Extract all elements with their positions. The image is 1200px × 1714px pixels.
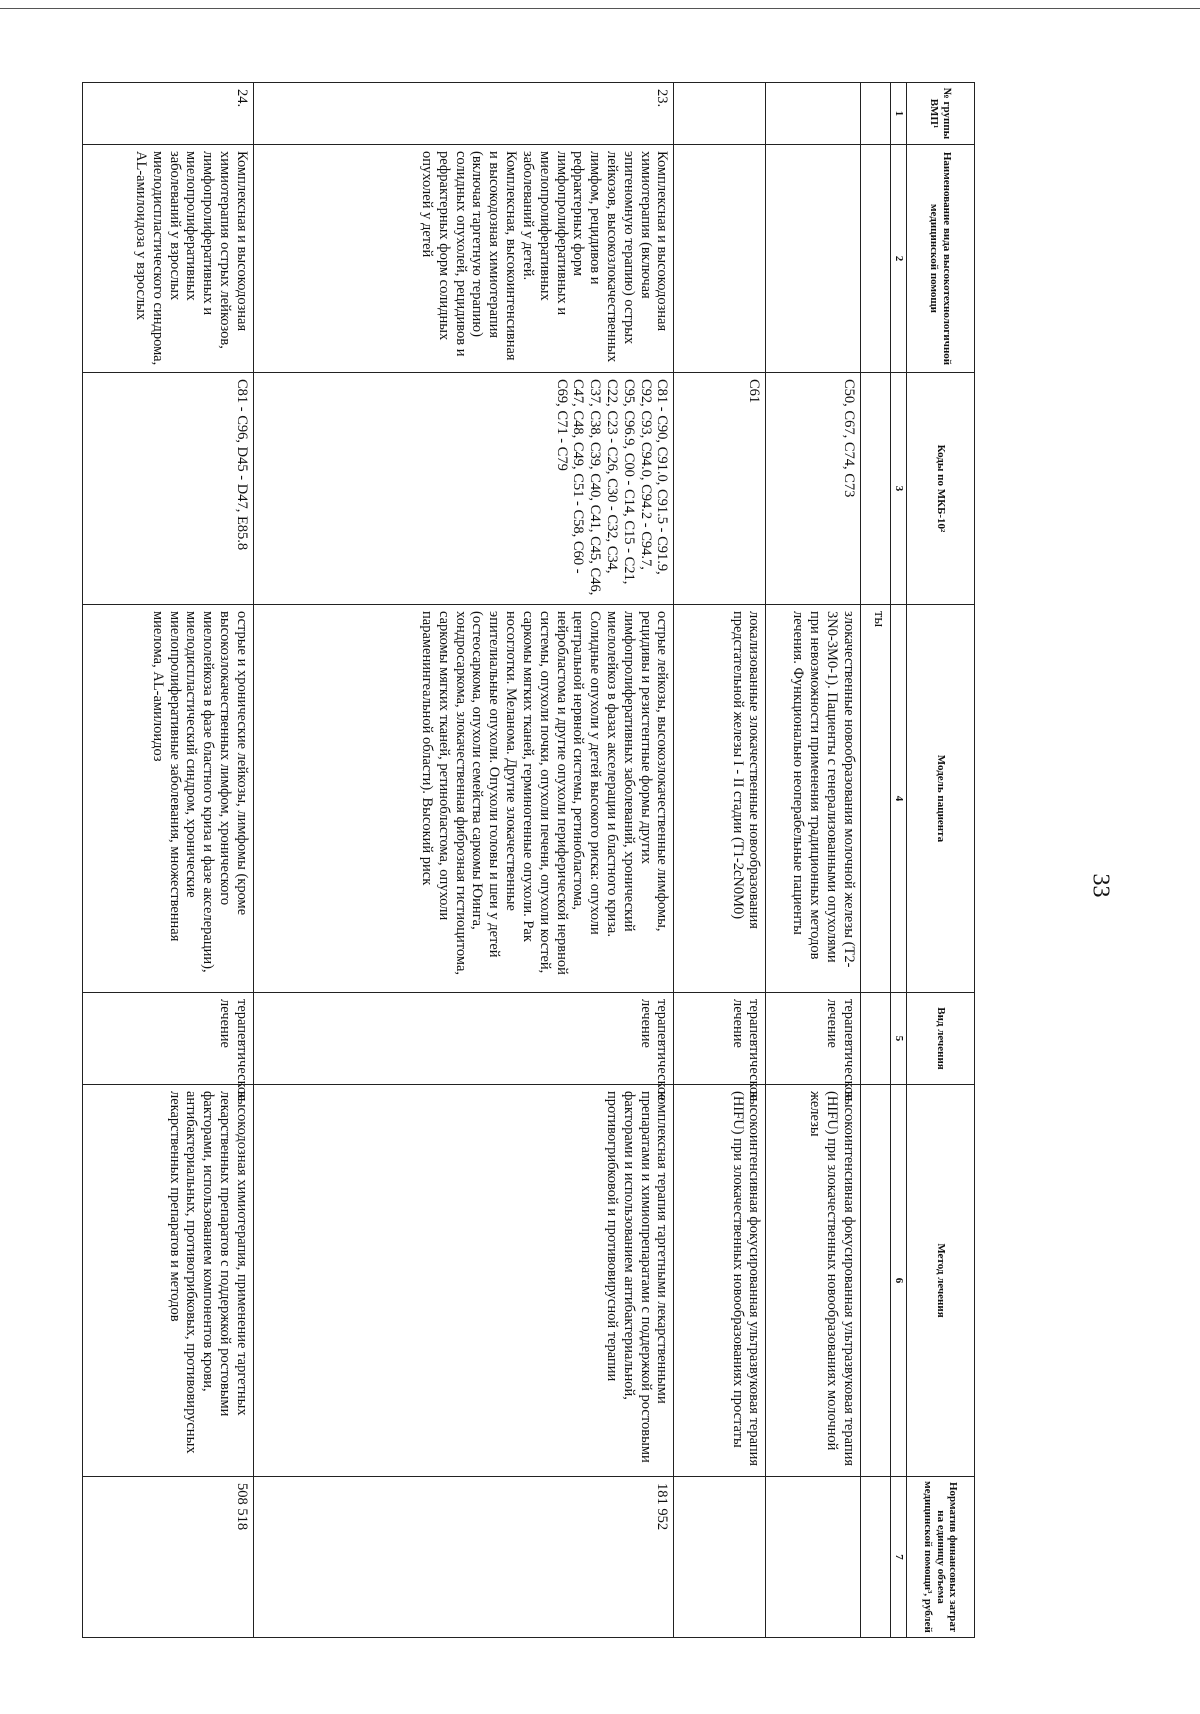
top-rule: [0, 8, 1200, 9]
cell-cost: 181 952: [253, 1477, 674, 1638]
table-row: [83, 83, 254, 1638]
cell-model: острые лейкозы, высокозлокачественные лимфомы, рецидивы и резистентные формы других лимфопролиферативных заболеваний, хронический миелолейкоз в фазах акселерации и бластного криза. Солидные опухоли у детей высокого риска: опухоли центральной нервной системы, ретинобластома, нейробластома и другие опухоли периферической нервной системы, опухоли почки, опухоли печени, опухоли костей, саркомы мягких тканей, герминогенные опухоли. Рак носоглотки. Меланома. Другие злокачественные эпителиальные опухоли. Опухоли головы и шеи у детей (остеосаркома, опухоли семейства саркомы Юинга, хондросаркома, злокачественная фиброзная гистиоцитома, саркомы мягких тканей, ретинобластома, опухоли параменингеальной области). Высокий риск: [253, 605, 674, 993]
cell-codes: [860, 373, 891, 605]
cell-cost: [674, 1477, 766, 1638]
cell-name: [860, 145, 891, 373]
cell-codes: C61: [674, 373, 766, 605]
column-number: 6: [891, 1085, 907, 1477]
cell-name: Комплексная и высокодозная химиотерапия острых лейкозов, лимфопролиферативных и миелопролиферативных заболеваний у взрослых миелодиспластического синдрома, AL-амилоидоза у взрослых: [83, 145, 254, 373]
cell-group: 23.: [253, 83, 674, 145]
cell-name: Комплексная и высокодозная химиотерапия (включая эпигеномную терапию) острых лейкозов, высокозлокачественных лимфом, рецидивов и рефрактерных форм лимфопролиферативных и миелопролиферативных заболеваний у детей. Комплексная, высокоинтенсивная и высокодозная химиотерапия (включая таргетную терапию) солидных опухолей, рецидивов и рефрактерных форм солидных опухолей у детей: [253, 145, 674, 373]
cell-codes: C81 - C96, D45 - D47, E85.8: [83, 373, 254, 605]
column-number: 5: [891, 993, 907, 1085]
cell-name: [766, 145, 860, 373]
column-number: 4: [891, 605, 907, 993]
cell-method: [860, 1085, 891, 1477]
column-number-row: [891, 83, 907, 1638]
cell-treatment: [860, 993, 891, 1085]
page-number: 33: [1087, 873, 1114, 898]
column-number: 1: [891, 83, 907, 145]
cell-method: высокоинтенсивная фокусированная ультразвуковая терапия (HIFU) при злокачественных новообразованиях простаты: [674, 1085, 766, 1477]
cell-treatment: терапевтическое лечение: [253, 993, 674, 1085]
rotated-page: [82, 82, 975, 1637]
column-number: 2: [891, 145, 907, 373]
cell-group: [766, 83, 860, 145]
header-patient-model: Модель пациента: [907, 605, 975, 993]
cell-cost: [860, 1477, 891, 1638]
cell-group: [674, 83, 766, 145]
cell-group: 24.: [83, 83, 254, 145]
table-row: [674, 83, 766, 1638]
header-row: [907, 83, 975, 1638]
table-row: [253, 83, 674, 1638]
header-care-type: Наименование вида высокотехнологичной медицинской помощи: [907, 145, 975, 373]
cell-cost: [766, 1477, 860, 1638]
cell-model: злокачественные новообразования молочной железы (T2-3N0-3M0-1). Пациенты с генерализованными опухолями при невозможности применения традиционных методов лечения. Функционально неоперабельные пациенты: [766, 605, 860, 993]
vmp-table: [82, 82, 975, 1638]
header-treatment-type: Вид лечения: [907, 993, 975, 1085]
cell-method: высокоинтенсивная фокусированная ультразвуковая терапия (HIFU) при злокачественных новообразованиях молочной железы: [766, 1085, 860, 1477]
cell-treatment: терапевтическое лечение: [674, 993, 766, 1085]
cell-model: локализованные злокачественные новообразования предстательной железы I - II стадии (T1-2cN0M0): [674, 605, 766, 993]
header-group-number: № группы ВМП¹: [907, 83, 975, 145]
header-icd-codes: Коды по МКБ-10²: [907, 373, 975, 605]
cell-codes: C50, C67, C74, C73: [766, 373, 860, 605]
cell-name: [674, 145, 766, 373]
cell-model: острые и хронические лейкозы, лимфомы (кроме высокозлокачественных лимфом, хронического миелолейкоза в фазе бластного криза и фазе акселерации), миелодиспластический синдром, хронические миелопролиферативные заболевания, множественная миелома, AL-амилоидоз: [83, 605, 254, 993]
cell-codes: C81 - C90, C91.0, C91.5 - C91.9, C92, C93, C94.0, C94.2 - C94.7, C95, C96.9, C00 - C14, C15 - C21, C22, C23 - C26, C30 - C32, C34, C37, C38, C39, C40, C41, C45, C46, C47, C48, C49, C51 - C58, C60 - C69, C71 - C79: [253, 373, 674, 605]
cell-method: комплексная терапия таргетными лекарственными препаратами и химиопрепаратами с поддержкой ростовыми факторами и использованием антибактериальной, противогрибковой и противовирусной терапии: [253, 1085, 674, 1477]
cell-model: ты: [860, 605, 891, 993]
cell-group: [860, 83, 891, 145]
cell-cost: 508 518: [83, 1477, 254, 1638]
table-row: [860, 83, 891, 1638]
table-row: [766, 83, 860, 1638]
column-number: 7: [891, 1477, 907, 1638]
column-number: 3: [891, 373, 907, 605]
cell-method: высокодозная химиотерапия, применение таргетных лекарственных препаратов с поддержкой ростовыми факторами, использованием компонентов крови, антибактериальных, противогрибковых, противовирусных лекарственных препаратов и методов: [83, 1085, 254, 1477]
header-treatment-method: Метод лечения: [907, 1085, 975, 1477]
cell-treatment: терапевтическое лечение: [766, 993, 860, 1085]
header-cost-norm: Норматив финансовых затрат на единицу объема медицинской помощи³, рублей: [907, 1477, 975, 1638]
cell-treatment: терапевтическое лечение: [83, 993, 254, 1085]
